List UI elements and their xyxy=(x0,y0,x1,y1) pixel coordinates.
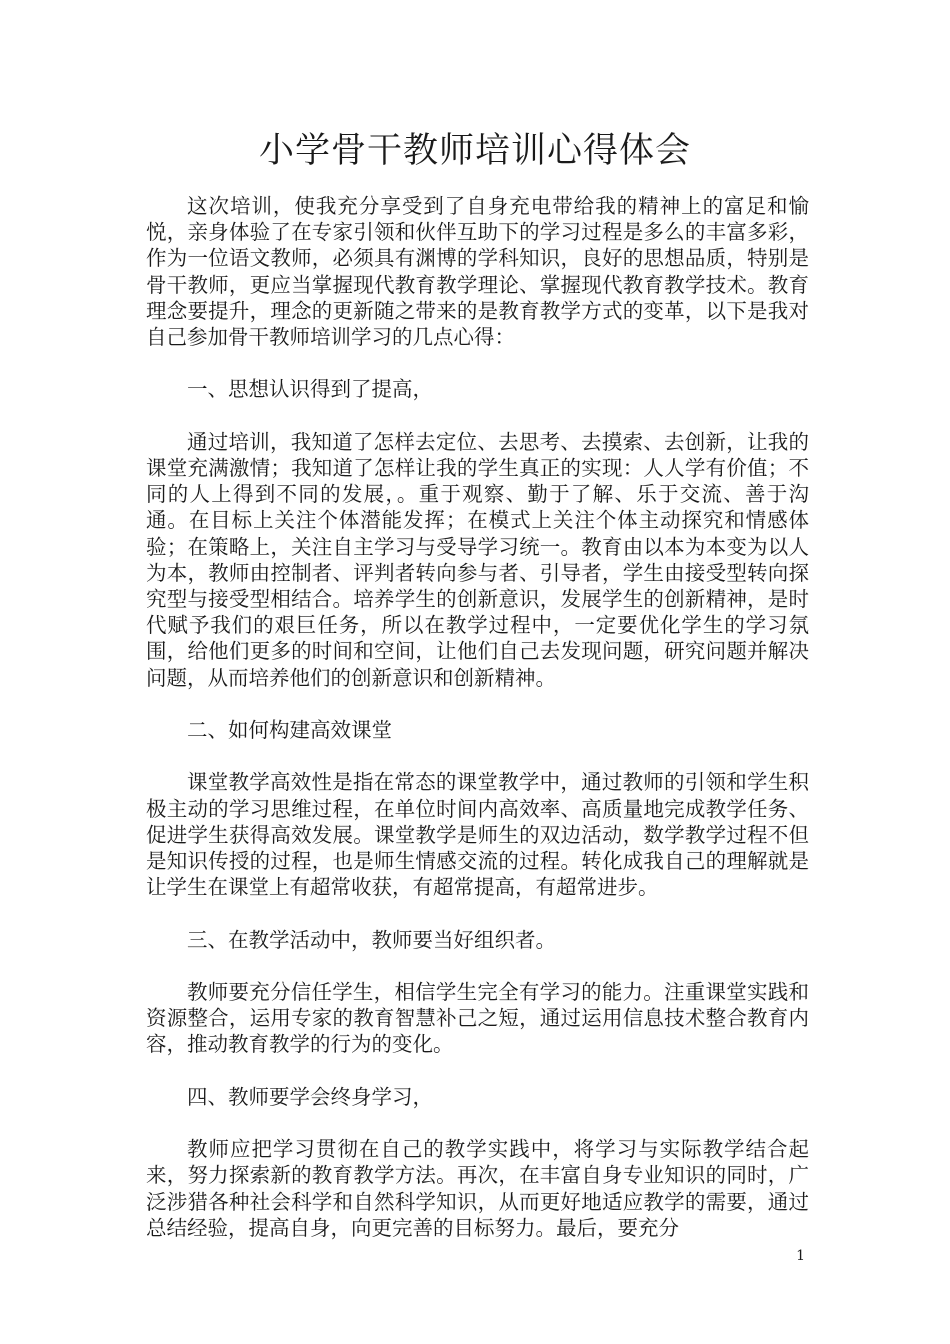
section-heading: 四、教师要学会终身学习， xyxy=(187,1084,433,1109)
document-title: 小学骨干教师培训心得体会 xyxy=(258,131,691,171)
page-number: 1 xyxy=(796,1248,805,1264)
paragraph: 教师要充分信任学生，相信学生完全有学习的能力。注重课堂实践和资源整合，运用专家的教育智慧补己之短，通过运用信息技术整合教育内容，推动教育教学的行为的变化。 xyxy=(146,980,809,1057)
section-heading: 二、如何构建高效课堂 xyxy=(187,718,392,743)
paragraph: 这次培训，使我充分享受到了自身充电带给我的精神上的富足和愉悦，亲身体验了在专家引领和伙伴互助下的学习过程是多么的丰富多彩，作为一位语文教师，必须具有渊博的学科知识，良好的思想品质，特别是骨干教师，更应当掌握现代教育教学理论、掌握现代教育教学技术。教育理念要提升，理念的更新随之带来的是教育教学方式的变革，以下是我对自己参加骨干教师培训学习的几点心得： xyxy=(146,194,809,350)
document-body xyxy=(146,193,809,1267)
section-heading: 三、在教学活动中，教师要当好组织者。 xyxy=(187,927,556,952)
paragraph: 教师应把学习贯彻在自己的教学实践中，将学习与实际教学结合起来，努力探索新的教育教学方法。再次，在丰富自身专业知识的同时，广泛涉猎各种社会科学和自然科学知识，从而更好地适应教学的需要，通过总结经验，提高自身，向更完善的目标努力。最后，要充分 xyxy=(146,1137,809,1240)
paragraph: 通过培训，我知道了怎样去定位、去思考、去摸索、去创新，让我的课堂充满激情；我知道了怎样让我的学生真正的实现：人人学有价值；不同的人上得到不同的发展，。重于观察、勤于了解、乐于交流、善于沟通。在目标上关注个体潜能发挥；在模式上关注个体主动探究和情感体验；在策略上，关注自主学习与受导学习统一。教育由以本为本变为以人为本，教师由控制者、评判者转向参与者、引导者，学生由接受型转向探究型与接受型相结合。培养学生的创新意识，发展学生的创新精神，是时代赋予我们的艰巨任务，所以在教学过程中，一定要优化学生的学习氛围，给他们更多的时间和空间，让他们自己去发现问题，研究问题并解决问题，从而培养他们的创新意识和创新精神。 xyxy=(146,429,809,690)
paragraph: 课堂教学高效性是指在常态的课堂教学中，通过教师的引领和学生积极主动的学习思维过程，在单位时间内高效率、高质量地完成教学任务、促进学生获得高效发展。课堂教学是师生的双边活动，数学教学过程不但是知识传授的过程，也是师生情感交流的过程。转化成我自己的理解就是让学生在课堂上有超常收获，有超常提高，有超常进步。 xyxy=(146,770,809,900)
section-heading: 一、思想认识得到了提高， xyxy=(187,377,433,402)
